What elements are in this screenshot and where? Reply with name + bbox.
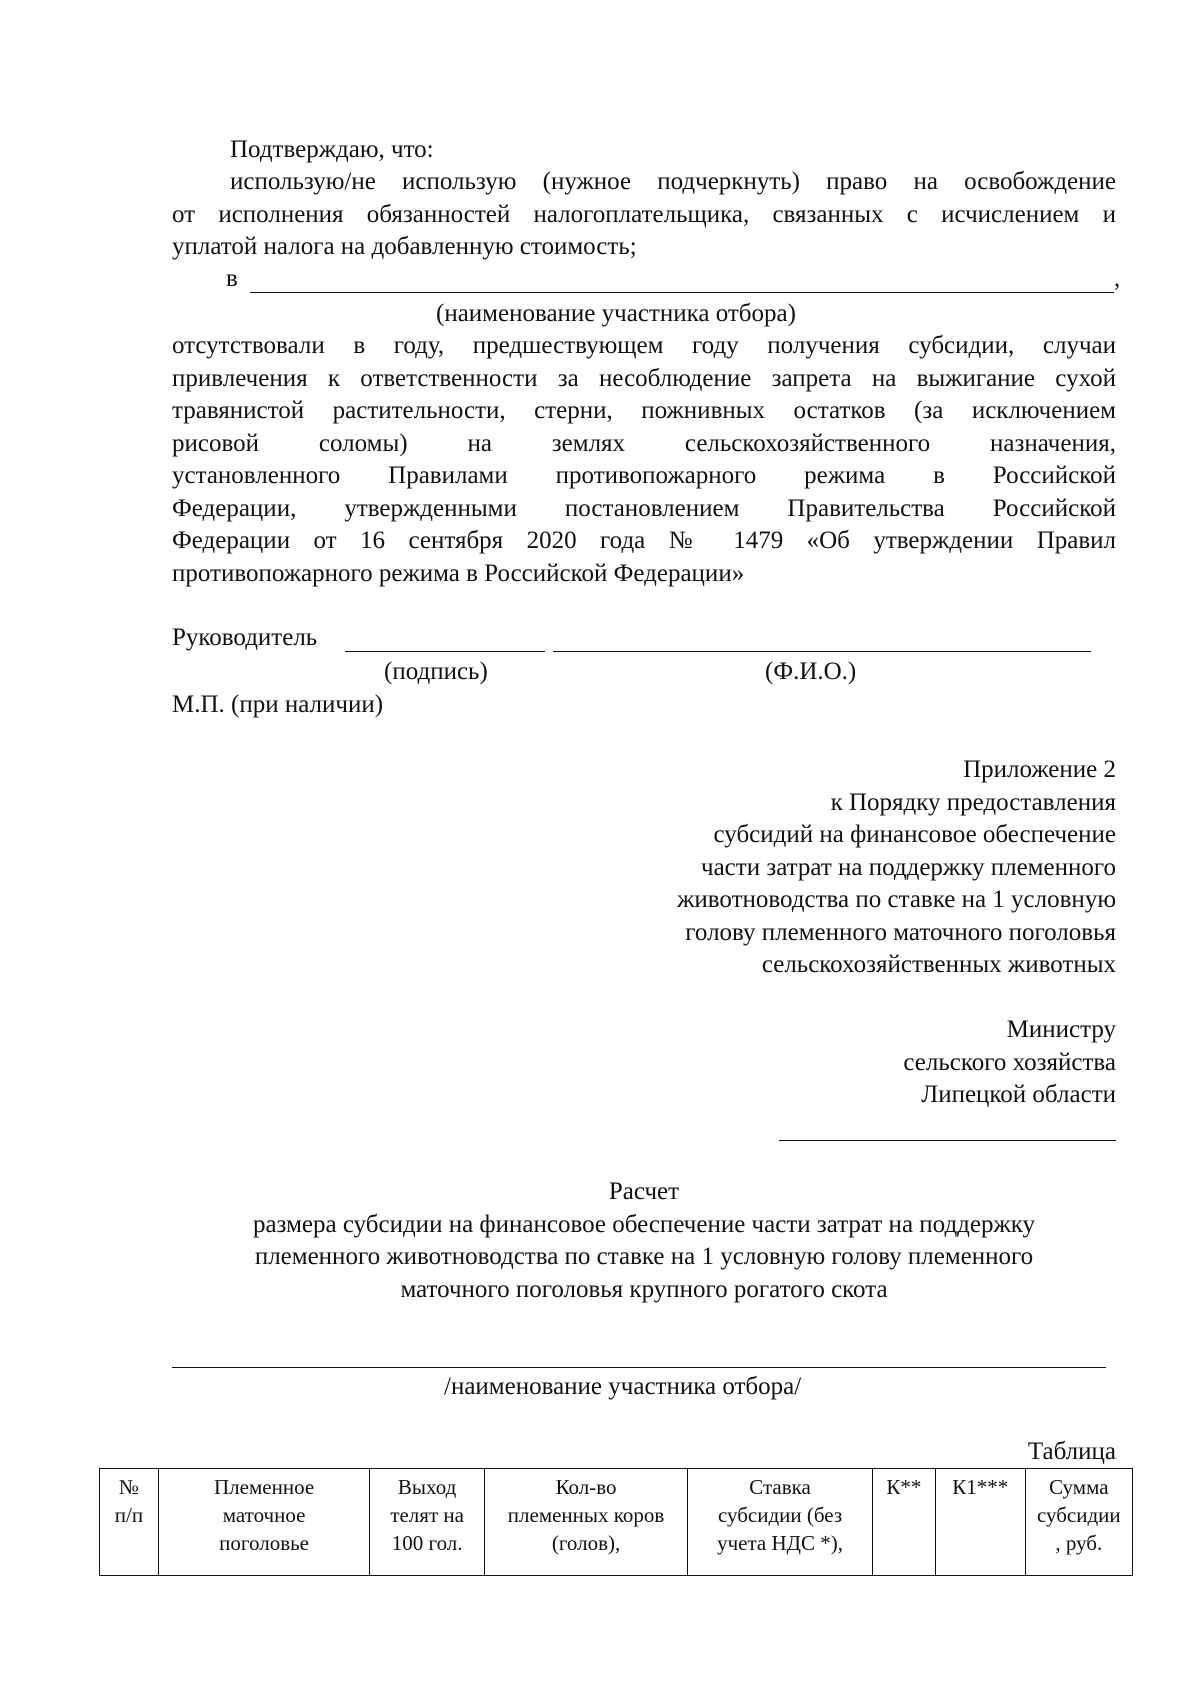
header-cell-livestock: Племенное маточное поголовье [158, 1469, 370, 1576]
header-cell-k1: К1*** [935, 1469, 1025, 1576]
confirm-text: Подтверждаю, что: [230, 136, 434, 163]
header-cell-cow-count: Кол-во племенных коров (голов), [484, 1469, 687, 1576]
participant-name-line[interactable] [250, 292, 1114, 293]
calc-participant-line[interactable] [172, 1367, 1106, 1368]
appendix-line-4: части затрат на поддержку племенного [701, 854, 1116, 881]
table-label: Таблица [1027, 1438, 1116, 1465]
absence-line-6: Федерации, утвержденными постановлением Правительства Российской [172, 495, 1116, 522]
absence-line-5: установленного Правилами противопожарного режима в Российской [172, 462, 1116, 489]
appendix-line-2: к Порядку предоставления [830, 789, 1116, 816]
subsidy-table [99, 1468, 1133, 1576]
header-cell-amount: Сумма субсидии , руб. [1025, 1469, 1132, 1576]
in-prefix: в [226, 265, 238, 292]
header-cell-number: № п/п [100, 1469, 159, 1576]
addressee-name-line[interactable] [779, 1140, 1116, 1141]
absence-line-1: отсутствовали в году, предшествующем году получения субсидии, случаи [172, 332, 1116, 359]
appendix-line-3: субсидий на финансовое обеспечение [713, 821, 1116, 848]
absence-line-2: привлечения к ответственности за несоблюдение запрета на выжигание сухой [172, 365, 1116, 392]
head-label: Руководитель [172, 624, 318, 651]
addressee-line-3: Липецкой области [921, 1081, 1116, 1108]
full-name-caption: (Ф.И.О.) [765, 658, 857, 685]
signature-line[interactable] [345, 651, 545, 652]
participant-caption: (наименование участника отбора) [436, 300, 796, 327]
vat-line-3: уплатой налога на добавленную стоимость; [172, 233, 637, 260]
absence-line-3: травянистой растительности, стерни, пожнивных остатков (за исключением [172, 397, 1116, 424]
header-cell-rate: Ставка субсидии (без учета НДС *), [688, 1469, 873, 1576]
absence-line-4: рисовой соломы) на землях сельскохозяйственного назначения, [172, 430, 1116, 457]
appendix-line-1: Приложение 2 [963, 756, 1116, 783]
addressee-line-1: Министру [1006, 1016, 1116, 1043]
calculation-subtitle-2: племенного животноводства по ставке на 1 условную голову племенного [254, 1243, 1034, 1270]
seal-note: М.П. (при наличии) [172, 691, 384, 718]
calc-participant-caption: /наименование участника отбора/ [444, 1373, 802, 1400]
full-name-line[interactable] [553, 651, 1091, 652]
addressee-line-2: сельского хозяйства [903, 1049, 1116, 1076]
vat-line-2: от исполнения обязанностей налогоплательщика, связанных с исчислением и [172, 201, 1116, 228]
header-cell-k: К** [872, 1469, 935, 1576]
calculation-title: Расчет [608, 1178, 680, 1205]
in-suffix: , [1114, 265, 1121, 292]
absence-line-8: противопожарного режима в Российской Федерации» [172, 560, 745, 587]
appendix-line-7: сельскохозяйственных животных [761, 951, 1116, 978]
appendix-line-5: животноводства по ставке на 1 условную [677, 886, 1116, 913]
vat-line-1: использую/не использую (нужное подчеркнуть) право на освобождение [230, 168, 1116, 195]
absence-line-7: Федерации от 16 сентября 2020 года № 1479 «Об утверждении Правил [172, 527, 1116, 554]
signature-caption: (подпись) [384, 658, 488, 685]
appendix-line-6: голову племенного маточного поголовья [685, 919, 1116, 946]
calculation-subtitle-1: размера субсидии на финансовое обеспечение части затрат на поддержку [252, 1211, 1036, 1238]
calculation-subtitle-3: маточного поголовья крупного рогатого скота [400, 1276, 888, 1303]
header-cell-calf-yield: Выход телят на 100 гол. [370, 1469, 485, 1576]
table-header-row [100, 1469, 1133, 1576]
